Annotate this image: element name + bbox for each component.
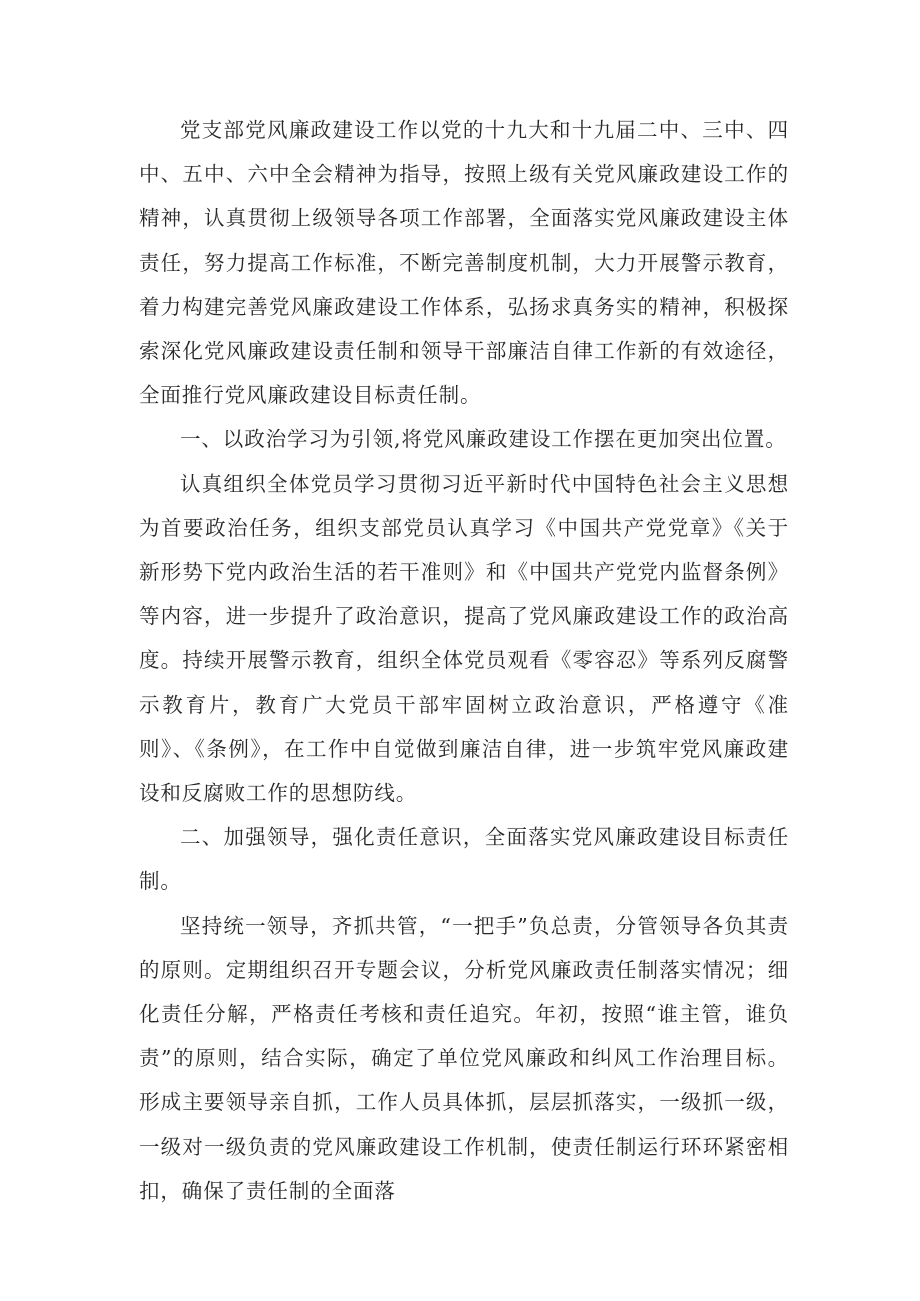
- section-2-paragraph: 坚持统一领导，齐抓共管，“一把手”负总责，分管领导各负其责的原则。定期组织召开专题会议，分析党风廉政责任制落实情况；细化责任分解，严格责任考核和责任追究。年初，按照“谁主管，谁负责”的原则，结合实际，确定了单位党风廉政和纠风工作治理目标。形成主要领导亲自抓，工作人员具体抓，层层抓落实，一级抓一级，一级对一级负责的党风廉政建设工作机制，使责任制运行环环紧密相扣，确保了责任制的全面落: [139, 913, 789, 1203]
- section-heading-2: 二、加强领导，强化责任意识，全面落实党风廉政建设目标责任制。: [139, 825, 789, 894]
- section-heading-1: 一、以政治学习为引领,将党风廉政建设工作摆在更加突出位置。: [180, 427, 787, 452]
- document-body: [139, 108, 789, 1213]
- intro-paragraph: 党支部党风廉政建设工作以党的十九大和十九届二中、三中、四中、五中、六中全会精神为指导，按照上级有关党风廉政建设工作的精神，认真贯彻上级领导各项工作部署，全面落实党风廉政建设主体责任，努力提高工作标准，不断完善制度机制，大力开展警示教育，着力构建完善党风廉政建设工作体系，弘扬求真务实的精神，积极探索深化党风廉政建设责任制和领导干部廉洁自律工作新的有效途径，全面推行党风廉政建设目标责任制。: [139, 118, 789, 408]
- section-1-paragraph: 认真组织全体党员学习贯彻习近平新时代中国特色社会主义思想为首要政治任务，组织支部党员认真学习《中国共产党党章》《关于新形势下党内政治生活的若干准则》和《中国共产党党内监督条例》等内容，进一步提升了政治意识，提高了党风廉政建设工作的政治高度。持续开展警示教育，组织全体党员观看《零容忍》等系列反腐警示教育片，教育广大党员干部牢固树立政治意识，严格遵守《准则》、《条例》，在工作中自觉做到廉洁自律，进一步筑牢党风廉政建设和反腐败工作的思想防线。: [139, 471, 789, 806]
